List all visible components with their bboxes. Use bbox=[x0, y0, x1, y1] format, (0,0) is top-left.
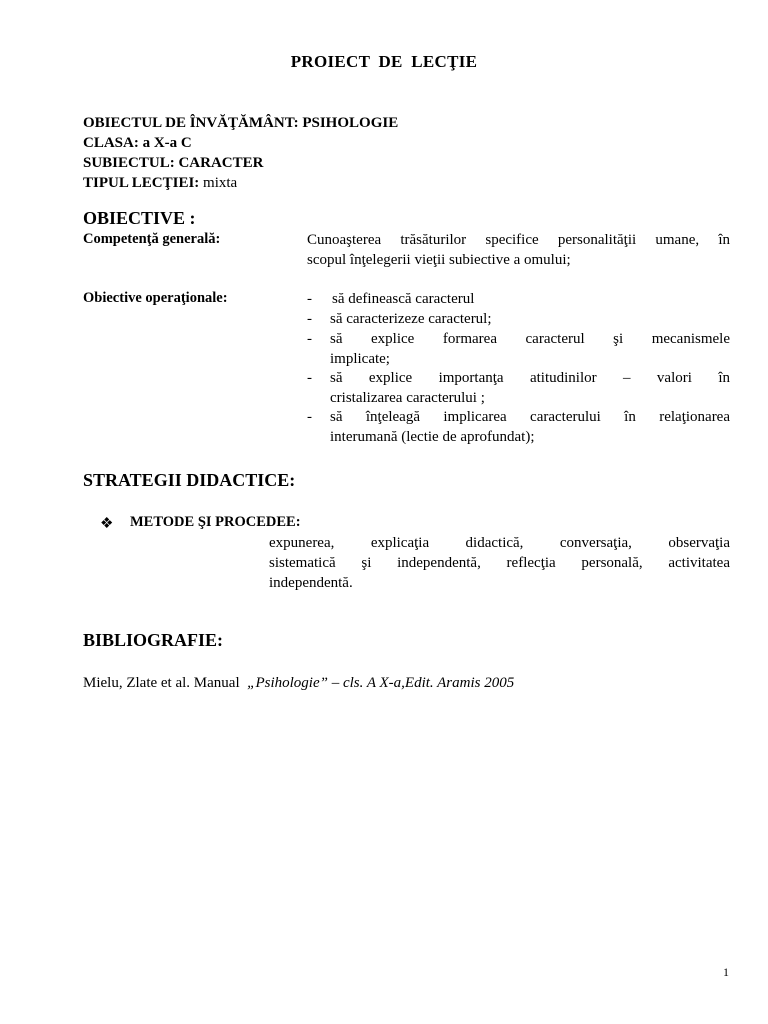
list-dash: - bbox=[307, 331, 312, 347]
bibliography-heading: BIBLIOGRAFIE: bbox=[83, 630, 224, 650]
list-dash: - bbox=[307, 370, 312, 386]
methods-line-1: expunerea, explicaţia didactică, conversaţia, observaţia bbox=[269, 535, 730, 551]
operational-item-4-line-2: cristalizarea caracterului ; bbox=[330, 390, 485, 406]
operational-item-5-line-1: să înţeleagă implicarea caracterului în relaţionarea bbox=[330, 409, 730, 425]
operational-item-5-line-2: interumană (lectie de aprofundat); bbox=[330, 429, 535, 445]
list-dash: - bbox=[307, 291, 312, 307]
operational-item-1-text: să definească caracterul bbox=[332, 291, 475, 307]
meta-class bbox=[83, 133, 398, 153]
strategies-heading: STRATEGII DIDACTICE: bbox=[83, 470, 296, 490]
methods-label: METODE ŞI PROCEDEE: bbox=[130, 514, 301, 530]
operational-item-3-line-1: să explice formarea caracterul şi mecanismele bbox=[330, 331, 730, 347]
bibliography-entry-plain: Mielu, Zlate et al. Manual bbox=[83, 675, 248, 691]
operational-item-2-text: să caracterizeze caracterul; bbox=[330, 311, 492, 327]
operational-objectives-label: Obiective operaţionale: bbox=[83, 290, 228, 306]
objectives-heading: OBIECTIVE : bbox=[83, 208, 196, 228]
page-number: 1 bbox=[723, 965, 729, 979]
meta-lesson-type-value: mixta bbox=[199, 175, 238, 191]
meta-topic bbox=[83, 153, 398, 173]
general-competence-text bbox=[307, 230, 730, 270]
methods-line-3: independentă. bbox=[269, 575, 353, 591]
meta-subject bbox=[83, 113, 398, 133]
meta-lesson-type-label: TIPUL LECŢIEI: bbox=[83, 175, 200, 191]
bibliography-entry-italic: „Psihologie” – cls. A X-a,Edit. Aramis 2005 bbox=[247, 675, 515, 691]
page-title: PROIECT DE LECŢIE bbox=[290, 52, 478, 71]
meta-class-label: CLASA: bbox=[83, 135, 139, 151]
methods-text bbox=[269, 533, 730, 593]
operational-item-1 bbox=[307, 289, 730, 309]
meta-topic-label: SUBIECTUL: bbox=[83, 155, 175, 171]
meta-topic-value: CARACTER bbox=[174, 155, 264, 171]
meta-subject-value: PSIHOLOGIE bbox=[298, 115, 399, 131]
bibliography-entry bbox=[83, 675, 514, 692]
list-dash: - bbox=[307, 311, 312, 327]
methods-line-2: sistematică şi independentă, reflecţia personală, activitatea bbox=[269, 555, 730, 571]
operational-item-3 bbox=[307, 329, 730, 369]
meta-block bbox=[83, 113, 398, 193]
operational-item-3-line-2: implicate; bbox=[330, 351, 390, 367]
meta-lesson-type bbox=[83, 173, 398, 193]
operational-item-4 bbox=[307, 368, 730, 408]
general-competence-line-2: scopul înţelegerii vieţii subiective a omului; bbox=[307, 252, 571, 268]
operational-item-2 bbox=[307, 309, 730, 329]
operational-item-5 bbox=[307, 407, 730, 447]
meta-subject-label: OBIECTUL DE ÎNVĂŢĂMÂNT: bbox=[83, 115, 299, 131]
meta-class-value: a X-a C bbox=[138, 135, 192, 151]
operational-item-4-line-1: să explice importanţa atitudinilor – valori în bbox=[330, 370, 730, 386]
list-dash: - bbox=[307, 409, 312, 425]
general-competence-label: Competenţă generală: bbox=[83, 231, 221, 247]
diamond-bullet-icon: ❖ bbox=[100, 516, 114, 532]
general-competence-line-1: Cunoaşterea trăsăturilor specifice personalităţii umane, în bbox=[307, 232, 730, 248]
